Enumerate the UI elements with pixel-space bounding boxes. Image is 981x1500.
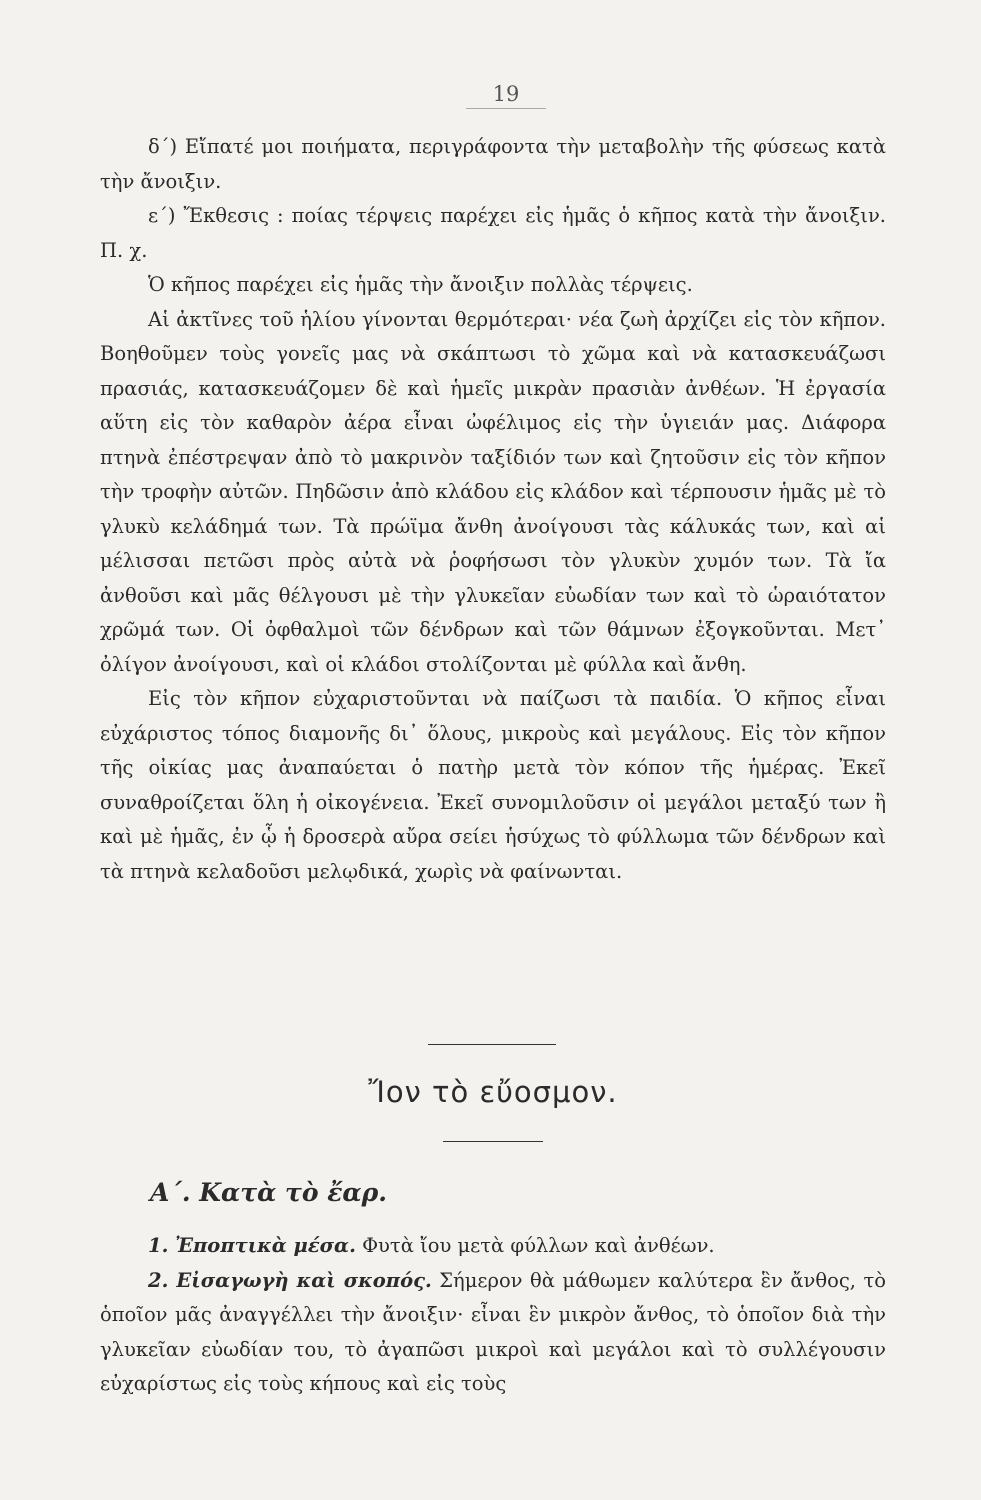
main-text bbox=[100, 130, 886, 889]
lesson-items bbox=[100, 1229, 886, 1402]
lesson-item-1-text: Φυτὰ ἴου μετὰ φύλλων καὶ ἀνθέων. bbox=[362, 1234, 715, 1257]
lesson-item-1-label: 1. Ἐποπτικὰ μέσα. bbox=[148, 1234, 356, 1257]
lesson-item-2 bbox=[100, 1264, 886, 1402]
paragraph-spring: Αἱ ἀκτῖνες τοῦ ἡλίου γίνονται θερμότεραι· νέα ζωὴ ἀρχίζει εἰς τὸν κῆπον. Βοηθοῦμεν τοὺς γονεῖς μας νὰ σκάπτωσι τὸ χῶμα καὶ νὰ κατασκευάζωσι πρασιάς, κατασκευάζομεν δὲ καὶ ἡμεῖς μικρὰν πρασιὰν ἀνθέων. Ἡ ἐργασία αὕτη εἰς τὸν καθαρὸν ἀέρα εἶναι ὠφέλιμος εἰς τὴν ὑγιειάν μας. Διάφορα πτηνὰ ἐπέστρεψαν ἀπὸ τὸ μακρινὸν ταξίδιόν των καὶ ζητοῦσιν εἰς τὸν κῆπον τὴν τροφὴν αὐτῶν. Πηδῶσιν ἀπὸ κλάδου εἰς κλάδον καὶ τέρπουσιν ἡμᾶς μὲ τὸ γλυκὺ κελάδημά των. Τὰ πρώϊμα ἄνθη ἀνοίγουσι τὰς κάλυκάς των, καὶ αἱ μέλισσαι πετῶσι πρὸς αὐτὰ νὰ ῥοφήσωσι τὸν γλυκὺν χυμόν των. Τὰ ἴα ἀνθοῦσι καὶ μᾶς θέλγουσι μὲ τὴν γλυκεῖαν εὐωδίαν των καὶ τὸ ὡραιότατον χρῶμά των. Οἱ ὀφθαλμοὶ τῶν δένδρων καὶ τῶν θάμνων ἐξογκοῦνται. Μετ᾽ ὀλίγον ἀνοίγουσι, καὶ οἱ κλάδοι στολίζονται μὲ φύλλα καὶ ἄνθη. bbox=[100, 307, 886, 676]
paragraph-garden: Εἰς τὸν κῆπον εὐχαριστοῦνται νὰ παίζωσι τὰ παιδία. Ὁ κῆπος εἶναι εὐχάριστος τόπος διαμονῆς δι᾽ ὅλους, μικροὺς καὶ μεγάλους. Εἰς τὸν κῆπον τῆς οἰκίας μας ἀναπαύεται ὁ πατὴρ μετὰ τὸν κόπον τῆς ἡμέρας. Ἐκεῖ συναθροίζεται ὅλη ἡ οἰκογένεια. Ἐκεῖ συνομιλοῦσιν οἱ μεγάλοι μεταξύ των ἢ καὶ μὲ ἡμᾶς, ἐν ᾧ ἡ δροσερὰ αὔρα σείει ἡσύχως τὸ φύλλωμα τῶν δένδρων καὶ τὰ πτηνὰ κελαδοῦσι μελῳδικά, χωρὶς νὰ φαίνωνται. bbox=[100, 687, 886, 883]
lesson-item-2-label: 2. Εἰσαγωγὴ καὶ σκοπός. bbox=[148, 1268, 432, 1292]
paragraph-e: ε΄) Ἔκθεσις : ποίας τέρψεις παρέχει εἰς ἡμᾶς ὁ κῆπος κατὰ τὴν ἄνοιξιν. Π. χ. bbox=[100, 204, 886, 262]
lesson-item-2-text: Σήμερον θὰ μάθωμεν καλύτερα ἓν ἄνθος, τὸ ὁποῖον μᾶς ἀναγγέλλει τὴν ἄνοιξιν· εἶναι ἓν μικρὸν ἄνθος, τὸ ὁποῖον διὰ τὴν γλυκεῖαν εὐωδίαν του, τὸ ἀγαπῶσι μικροὶ καὶ μεγάλοι καὶ τὸ συλλέγουσιν εὐχαρίστως εἰς τοὺς κήπους καὶ εἰς τοὺς bbox=[100, 1268, 886, 1395]
divider-top bbox=[428, 1044, 556, 1045]
paragraph-intro: Ὁ κῆπος παρέχει εἰς ἡμᾶς τὴν ἄνοιξιν πολλὰς τέρψεις. bbox=[148, 273, 693, 296]
lesson-item-1 bbox=[100, 1229, 886, 1264]
chapter-title: Ἴον τὸ εὔοσμον. bbox=[368, 1075, 618, 1109]
page-number: 19 bbox=[466, 82, 546, 109]
section-heading: Α΄. Κατὰ τὸ ἔαρ. bbox=[150, 1178, 387, 1207]
divider-bottom bbox=[443, 1141, 543, 1142]
paragraph-d: δ΄) Εἴπατέ μοι ποιήματα, περιγράφοντα τὴν μεταβολὴν τῆς φύσεως κατὰ τὴν ἄνοιξιν. bbox=[100, 135, 886, 193]
